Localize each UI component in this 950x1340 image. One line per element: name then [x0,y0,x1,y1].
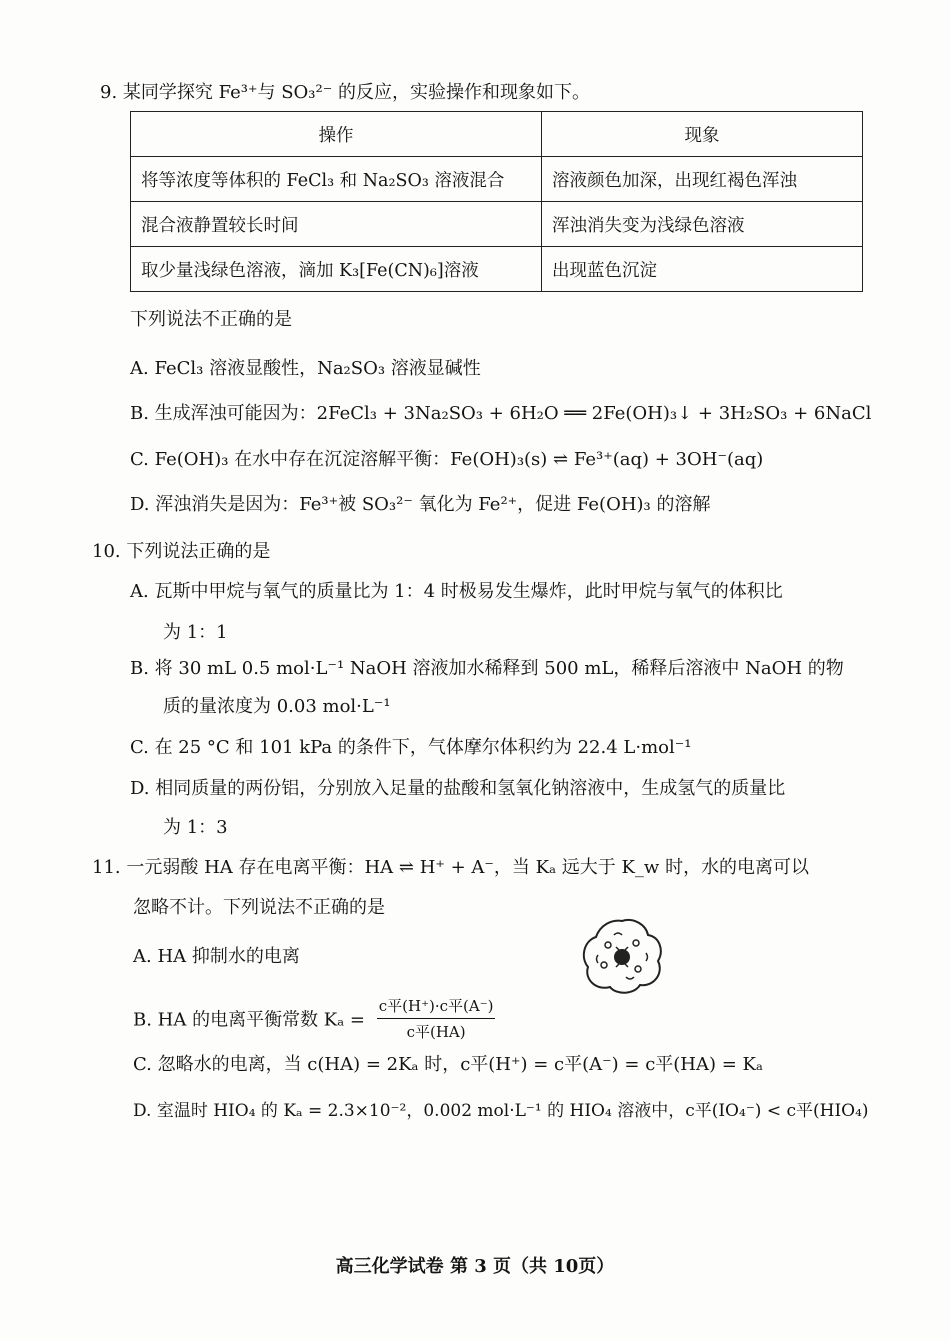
fraction-numerator: c平(H⁺)·c平(A⁻) [377,995,496,1019]
q11-option-d: D. 室温时 HIO₄ 的 Kₐ = 2.3×10⁻²，0.002 mol·L⁻¹ 的 HIO₄ 溶液中，c平(IO₄⁻) < c平(HIO₄) [133,1101,869,1121]
q9-table [130,111,863,292]
page-footer: 高三化学试卷 第 3 页（共 10页） [335,1256,615,1277]
table-row [131,157,863,202]
q11-stem-cont: 忽略不计。下列说法不正确的是 [133,897,385,918]
q10-option-c: C. 在 25 °C 和 101 kPa 的条件下，气体摩尔体积约为 22.4 L·mol⁻¹ [130,737,692,758]
table-cell-phenomenon: 浑浊消失变为浅绿色溶液 [542,202,863,247]
ka-fraction [377,995,496,1042]
q11-option-b [133,995,495,1042]
table-header-row [131,112,863,157]
table-cell-operation: 将等浓度等体积的 FeCl₃ 和 Na₂SO₃ 溶液混合 [131,157,542,202]
q9-option-b: B. 生成浑浊可能因为：2FeCl₃ + 3Na₂SO₃ + 6H₂O ══ 2Fe(OH)₃↓ + 3H₂SO₃ + 6NaCl [130,403,872,424]
table-header-phenomenon: 现象 [542,112,863,157]
table-header-operation: 操作 [131,112,542,157]
q11-option-a: A. HA 抑制水的电离 [133,946,300,967]
q9-option-a: A. FeCl₃ 溶液显酸性，Na₂SO₃ 溶液显碱性 [130,358,481,379]
table-row [131,247,863,292]
q10-option-b: B. 将 30 mL 0.5 mol·L⁻¹ NaOH 溶液加水稀释到 500 mL，稀释后溶液中 NaOH 的物 [130,658,844,679]
fraction-denominator: c平(HA) [406,1023,466,1041]
q9-option-d: D. 浑浊消失是因为：Fe³⁺被 SO₃²⁻ 氧化为 Fe²⁺，促进 Fe(OH)₃ 的溶解 [130,494,711,515]
q10-option-d: D. 相同质量的两份铝，分别放入足量的盐酸和氢氧化钠溶液中，生成氢气的质量比 [130,778,786,799]
q11-option-b-prefix: B. HA 的电离平衡常数 Kₐ = [133,1009,366,1031]
q10-option-b-cont: 质的量浓度为 0.03 mol·L⁻¹ [163,696,391,717]
q10-option-d-cont: 为 1：3 [163,817,228,838]
table-cell-operation: 取少量浅绿色溶液，滴加 K₃[Fe(CN)₆]溶液 [131,247,542,292]
table-row [131,202,863,247]
q10-option-a: A. 瓦斯中甲烷与氧气的质量比为 1：4 时极易发生爆炸，此时甲烷与氧气的体积比 [130,581,783,602]
q11-stem: 11. 一元弱酸 HA 存在电离平衡：HA ⇌ H⁺ + A⁻，当 Kₐ 远大于 K_w 时，水的电离可以 [92,857,810,878]
q10-stem: 10. 下列说法正确的是 [92,541,271,562]
table-cell-operation: 混合液静置较长时间 [131,202,542,247]
q9-prompt: 下列说法不正确的是 [130,309,292,330]
q9-option-c: C. Fe(OH)₃ 在水中存在沉淀溶解平衡：Fe(OH)₃(s) ⇌ Fe³⁺(aq) + 3OH⁻(aq) [130,449,764,470]
q11-option-c: C. 忽略水的电离，当 c(HA) = 2Kₐ 时，c平(H⁺) = c平(A⁻) = c平(HA) = Kₐ [133,1054,763,1075]
decorative-stamp-icon [578,915,666,997]
q10-option-a-cont: 为 1：1 [163,622,228,643]
table-cell-phenomenon: 出现蓝色沉淀 [542,247,863,292]
q9-stem: 9. 某同学探究 Fe³⁺与 SO₃²⁻ 的反应，实验操作和现象如下。 [100,82,590,103]
table-cell-phenomenon: 溶液颜色加深，出现红褐色浑浊 [542,157,863,202]
